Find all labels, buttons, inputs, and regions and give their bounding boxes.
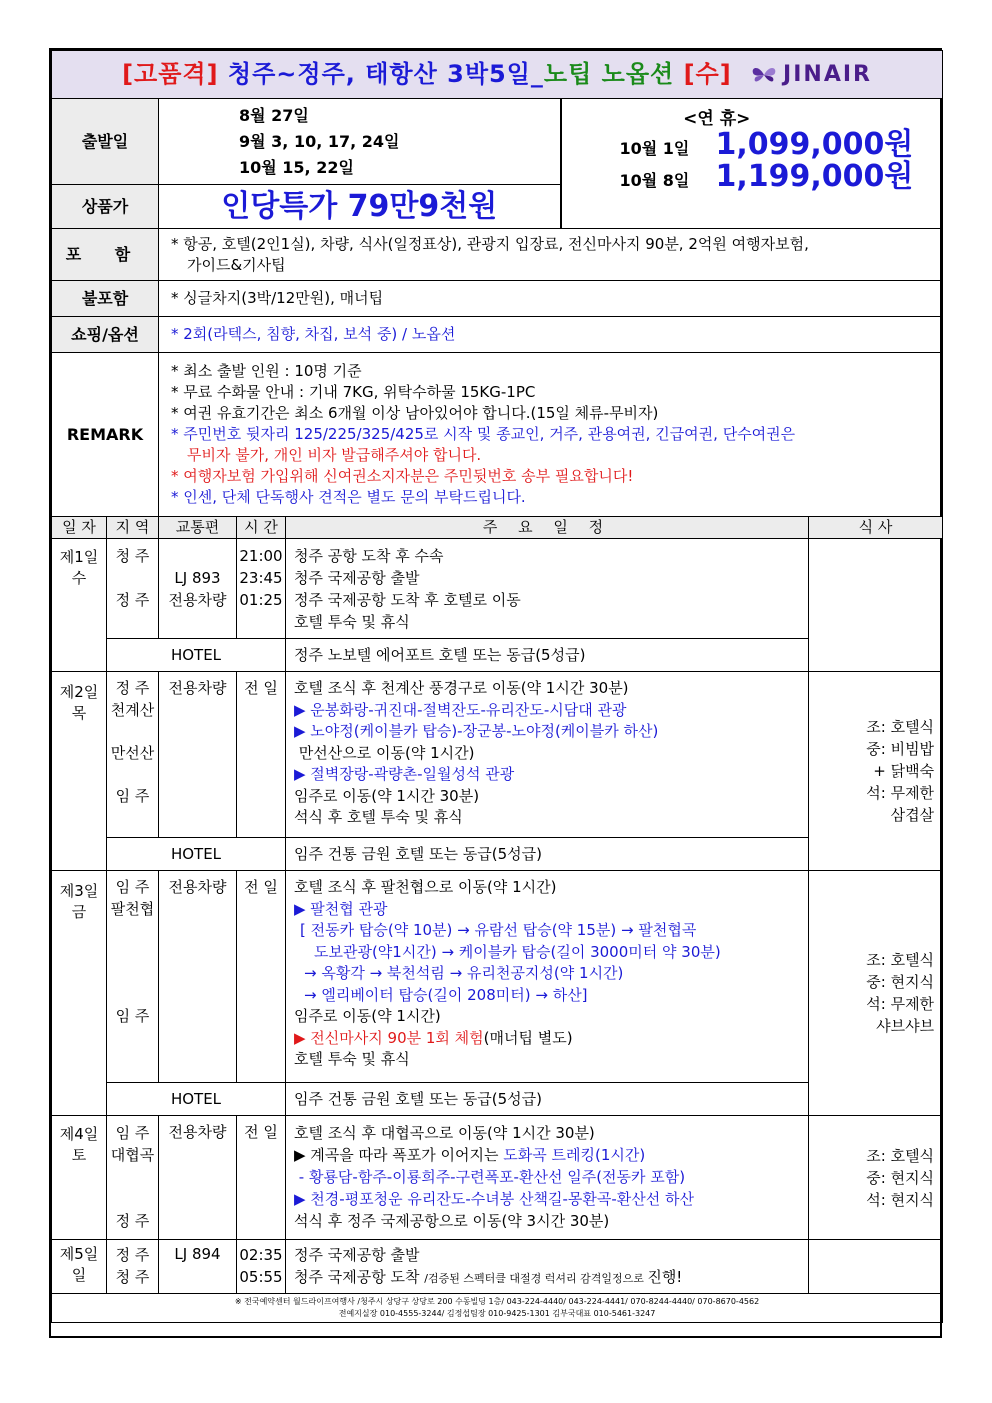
day-5-label: 제5일 일 [52,1240,107,1294]
day-1-label: 제1일 수 [52,539,107,672]
title-route: 청주~정주, 태항산 3박5일_ [227,59,544,88]
day-2-label: 제2일 목 [52,672,107,871]
day-3-time: 전 일 [237,871,286,1083]
day-4-row [52,1116,943,1240]
schedule-header: 일 자 지 역 교통편 시 간 주 요 일 정 식 사 [52,517,943,539]
day-4-transport: 전용차량 [159,1116,237,1240]
day-1-regions: 청 주 정 주 [107,539,159,639]
holiday-prices [561,99,943,229]
title-day-tag: [수] [683,59,732,88]
day-3-hotel: 임주 건통 금원 호텔 또는 동급(5성급) [286,1083,809,1116]
shopping-text: * 2회(라텍스, 침향, 차집, 보석 중) / 노옵션 [159,317,943,353]
footer-line-2: 전예지실장 010-4555-3244/ 김정섭팀장 010-9425-1301 김부국대표 010-5461-3247 [338,1309,656,1318]
holiday-price-2: 1,199,000원 [715,159,914,194]
price-value: 인당특가 79만9천원 [159,185,561,229]
price-label: 상품가 [52,185,159,229]
title-tag: [고품격] [122,59,219,88]
holiday-price-1: 1,099,000원 [715,127,914,162]
day-4-meals: 조: 호텔식 중: 현지식 석: 현지식 [809,1116,943,1240]
day-2-hotel: 임주 건통 금원 호텔 또는 동급(5성급) [286,838,809,871]
day-5-meals [809,1240,943,1294]
day-1-times: 21:00 23:45 01:25 [237,539,286,639]
remark-label: REMARK [52,353,159,517]
day-1-schedule: 청주 공항 도착 후 수속 청주 국제공항 출발 정주 국제공항 도착 후 호텔로 이동 호텔 투숙 및 휴식 [286,539,809,639]
exclude-text: * 싱글차지(3박/12만원), 매너팁 [159,281,943,317]
day-5-row [52,1240,943,1294]
include-label: 포 함 [52,229,159,281]
jinair-logo [751,62,872,88]
holiday-label: <연 휴> [683,109,751,129]
brand-name: JINAIR [783,62,872,88]
day-2-regions: 정 주 천계산 만선산 임 주 [107,672,159,838]
departure-date-2: 9월 3, 10, 17, 24일 [239,131,400,151]
title-notip: 노팁 노옵션 [543,59,675,88]
include-text: * 항공, 호텔(2인1실), 차량, 식사(일정표상), 관광지 입장료, 전신마사지 90분, 2억원 여행자보험, 가이드&기사팁 [159,229,943,281]
day-1-transport: LJ 893 전용차량 [159,539,237,639]
day-5-schedule: 정주 국제공항 출발 청주 국제공항 도착 /검증된 스펙터클 대절경 럭셔리 감격일정으로 진행! [286,1240,809,1294]
day-5-times: 02:35 05:55 [237,1240,286,1294]
itinerary-table [51,50,943,1323]
holiday-row-1: 10월 1일 1,099,000원 [619,127,914,162]
title-bar [52,51,943,99]
day-3-meals: 조: 호텔식 중: 현지식 석: 무제한 샤브샤브 [809,871,943,1116]
itinerary-sheet [49,48,942,1338]
hotel-label: HOTEL [170,1089,222,1108]
day-3-schedule: 호텔 조식 후 팔천협으로 이동(약 1시간) ▶ 팔천협 관광 [ 전동카 탑승(약 10분) → 유람선 탑승(약 15분) → 팔천협곡 도보관광(약1시간) → 케이블카 탑승(길이 3000미터 약 30분) → 옥황각 → 북천석림 → 유리천공지성(약 1시간) → 엘리베이터 탑승(길이 208미터) → 하산] 임주로 이동(약 1시간) ▶ 전신마사지 90분 1회 체험(매너팁 별도) 호텔 투숙 및 휴식 [286,871,809,1083]
day-4-label: 제4일 토 [52,1116,107,1240]
day-1-meals [809,539,943,672]
day-4-schedule: 호텔 조식 후 대협곡으로 이동(약 1시간 30분) ▶ 계곡을 따라 폭포가 이어지는 도화곡 트레킹(1시간) - 황룡담-함주-이룡희주-구련폭포-환산선 일주(전동카 포함) ▶ 천경-평포청운 유리잔도-수녀봉 산책길-몽환곡-환산선 하산 석식 후 정주 국제공항으로 이동(약 3시간 30분) [286,1116,809,1240]
day-1-row [52,539,943,639]
day-2-meals: 조: 호텔식 중: 비빔밥 + 닭백숙 석: 무제한 삼겹살 [809,672,943,871]
day-4-time: 전 일 [237,1116,286,1240]
holiday-row-2: 10월 8일 1,199,000원 [619,159,914,194]
footer [52,1294,943,1323]
day-4-regions: 임 주 대협곡 정 주 [107,1116,159,1240]
butterfly-icon [751,65,777,85]
day-3-row [52,871,943,1083]
footer-line-1: ※ 전국예약센터 월드라이프여행사 /청주시 상당구 상당로 200 수동빌딩 1층/ 043-224-4440/ 043-224-4441/ 070-8244-4440/ 070-8670-4562 [234,1297,760,1306]
day-2-row [52,672,943,838]
day-3-transport: 전용차량 [159,871,237,1083]
departure-date-3: 10월 15, 22일 [239,157,354,177]
day-3-regions: 임 주 팔천협 임 주 [107,871,159,1083]
day-1-hotel: 정주 노보텔 에어포트 호텔 또는 동급(5성급) [286,639,809,672]
day-2-time: 전 일 [237,672,286,838]
departure-label: 출발일 [52,99,159,185]
day-5-regions: 정 주 청 주 [107,1240,159,1294]
departure-date-1: 8월 27일 [239,105,309,125]
day-2-transport: 전용차량 [159,672,237,838]
shopping-label: 쇼핑/옵션 [52,317,159,353]
day-3-label: 제3일 금 [52,871,107,1116]
hotel-label: HOTEL [170,645,222,664]
hotel-label: HOTEL [170,844,222,863]
day-2-schedule: 호텔 조식 후 천계산 풍경구로 이동(약 1시간 30분) ▶ 운봉화랑-귀진대-절벽잔도-유리잔도-시담대 관광 ▶ 노야정(케이블카 탑승)-장군봉-노야정(케이블카 하산) 만선산으로 이동(약 1시간) ▶ 절벽장랑-곽량촌-일월성석 관광 임주로 이동(약 1시간 30분) 석식 후 호텔 투숙 및 휴식 [286,672,809,838]
day-5-transport: LJ 894 [159,1240,237,1294]
exclude-label: 불포함 [52,281,159,317]
remark-text: * 최소 출발 인원 : 10명 기준 * 무료 수화물 안내 : 기내 7KG, 위탁수하물 15KG-1PC * 여권 유효기간은 최소 6개월 이상 남아있어야 합니다.(15일 체류-무비자) * 주민번호 뒷자리 125/225/325/425로 시작 및 종교인, 거주, 관용여권, 긴급여권, 단수여권은 무비자 불가, 개인 비자 발급해주셔야 합니다. * 여행자보험 가입위해 신여권소지자분은 주민뒷번호 송부 필요합니다! * 인센, 단체 단독행사 견적은 별도 문의 부탁드립니다. [159,353,943,517]
